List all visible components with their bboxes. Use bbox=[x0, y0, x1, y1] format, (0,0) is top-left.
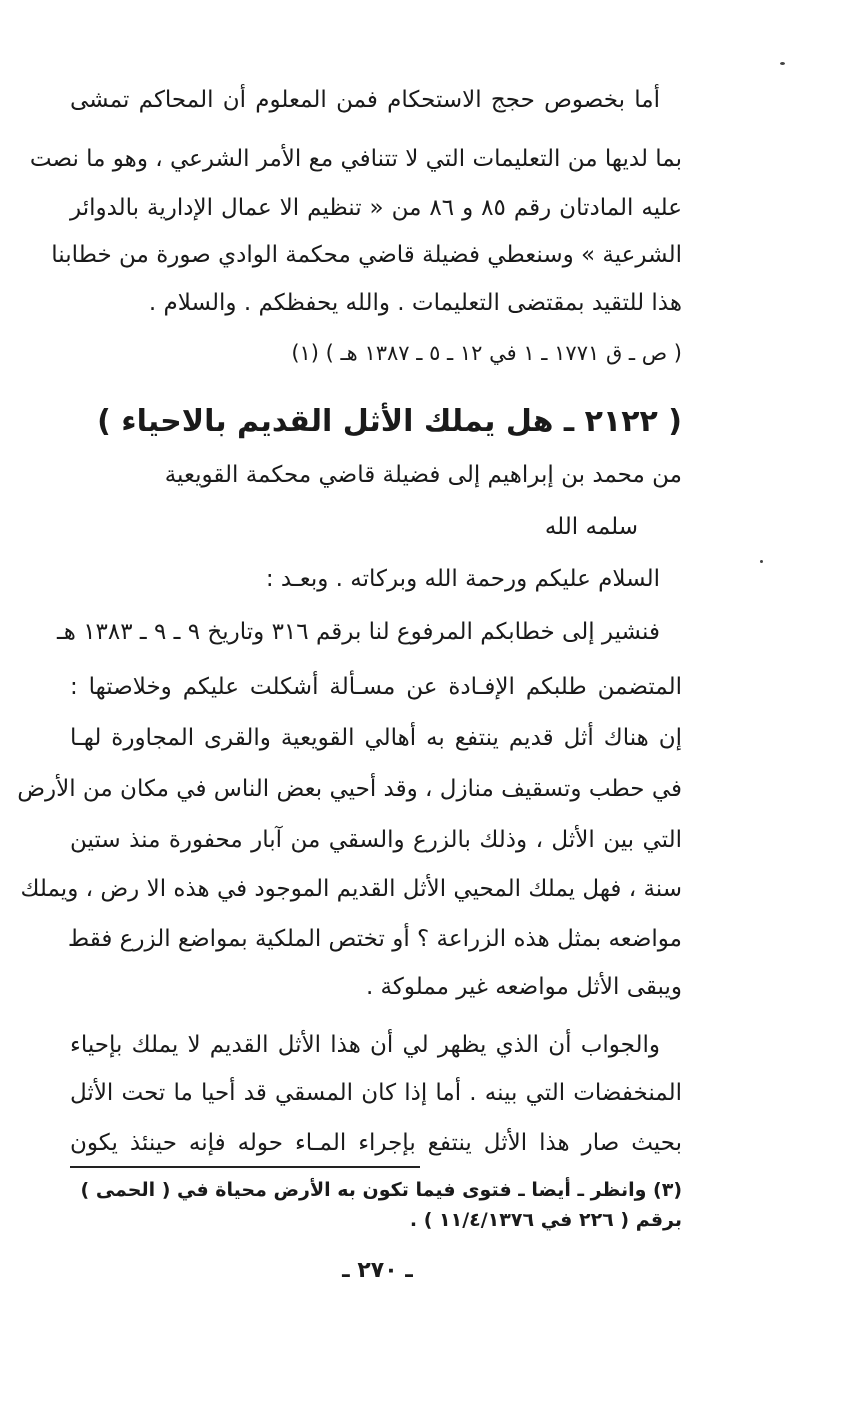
text-line: سنة ، فهل يملك المحيي الأثل القديم الموجود في هذه الا رض ، ويملك bbox=[20, 876, 682, 902]
text-line: فنشير إلى خطابكم المرفوع لنا برقم ٣١٦ وتاريخ ٩ ـ ٩ ـ ١٣٨٣ هـ bbox=[57, 619, 660, 645]
text-line: الشرعية » وسنعطي فضيلة قاضي محكمة الوادي صورة من خطابنا bbox=[51, 242, 682, 268]
footnote-line: (٣) وانظر ـ أيضا ـ فتوى فيما تكون به الأرض محياة في ( الحمى ) bbox=[80, 1179, 682, 1201]
text-line: بما لديها من التعليمات التي لا تتنافي مع الأمر الشرعي ، وهو ما نصت bbox=[29, 146, 682, 172]
page-number: ـ ٢٧٠ ـ bbox=[342, 1258, 413, 1283]
recipient-blessing: سلمه الله bbox=[544, 514, 638, 540]
text-line: أما بخصوص حجج الاستحكام فمن المعلوم أن المحاكم تمشى bbox=[70, 87, 660, 113]
text-line: في حطب وتسقيف منازل ، وقد أحيي بعض الناس في مكان من الأرض bbox=[17, 776, 682, 802]
text-line: عليه المادتان رقم ٨٥ و ٨٦ من « تنظيم الا عمال الإدارية بالدوائر bbox=[70, 195, 683, 221]
text-line: المتضمن طلبكم الإفـادة عن مسـألة أشكلت عليكم وخلاصتها : bbox=[70, 674, 682, 700]
text-line: التي بين الأثل ، وذلك بالزرع والسقي من آبار محفورة منذ ستين bbox=[70, 827, 682, 853]
recipient-line: من محمد بن إبراهيم إلى فضيلة قاضي محكمة القويعية bbox=[164, 462, 682, 488]
text-line: هذا للتقيد بمقتضى التعليمات . والله يحفظكم . والسلام . bbox=[148, 290, 682, 316]
source-reference: ( ص ـ ق ١٧٧١ ـ ١ في ١٢ ـ ٥ ـ ١٣٨٧ هـ ) (١) bbox=[291, 341, 682, 365]
text-line: المنخفضات التي بينه . أما إذا كان المسقي قد أحيا ما تحت الأثل bbox=[70, 1080, 682, 1106]
scan-speck bbox=[760, 560, 763, 563]
footnote-separator bbox=[70, 1166, 420, 1168]
text-line: مواضعه بمثل هذه الزراعة ؟ أو تختص الملكية بمواضع الزرع فقط bbox=[67, 926, 682, 952]
fatwa-heading: ( ٢١٢٢ ـ هل يملك الأثل القديم بالاحياء ) bbox=[97, 404, 682, 439]
text-line: ويبقى الأثل مواضعه غير مملوكة . bbox=[365, 974, 682, 1000]
text-line: إن هناك أثل قديم ينتفع به أهالي القويعية والقرى المجاورة لهـا bbox=[70, 725, 682, 751]
footnote-line: برقم ( ٢٢٦ في ١١/٤/١٣٧٦ ) . bbox=[409, 1209, 682, 1231]
text-line: بحيث صار هذا الأثل ينتفع بإجراء المـاء حوله فإنه حينئذ يكون bbox=[70, 1130, 682, 1156]
text-line: والجواب أن الذي يظهر لي أن هذا الأثل القديم لا يملك بإحياء bbox=[70, 1032, 660, 1058]
scan-speck bbox=[780, 62, 785, 65]
greeting: السلام عليكم ورحمة الله وبركاته . وبعـد : bbox=[265, 566, 660, 592]
